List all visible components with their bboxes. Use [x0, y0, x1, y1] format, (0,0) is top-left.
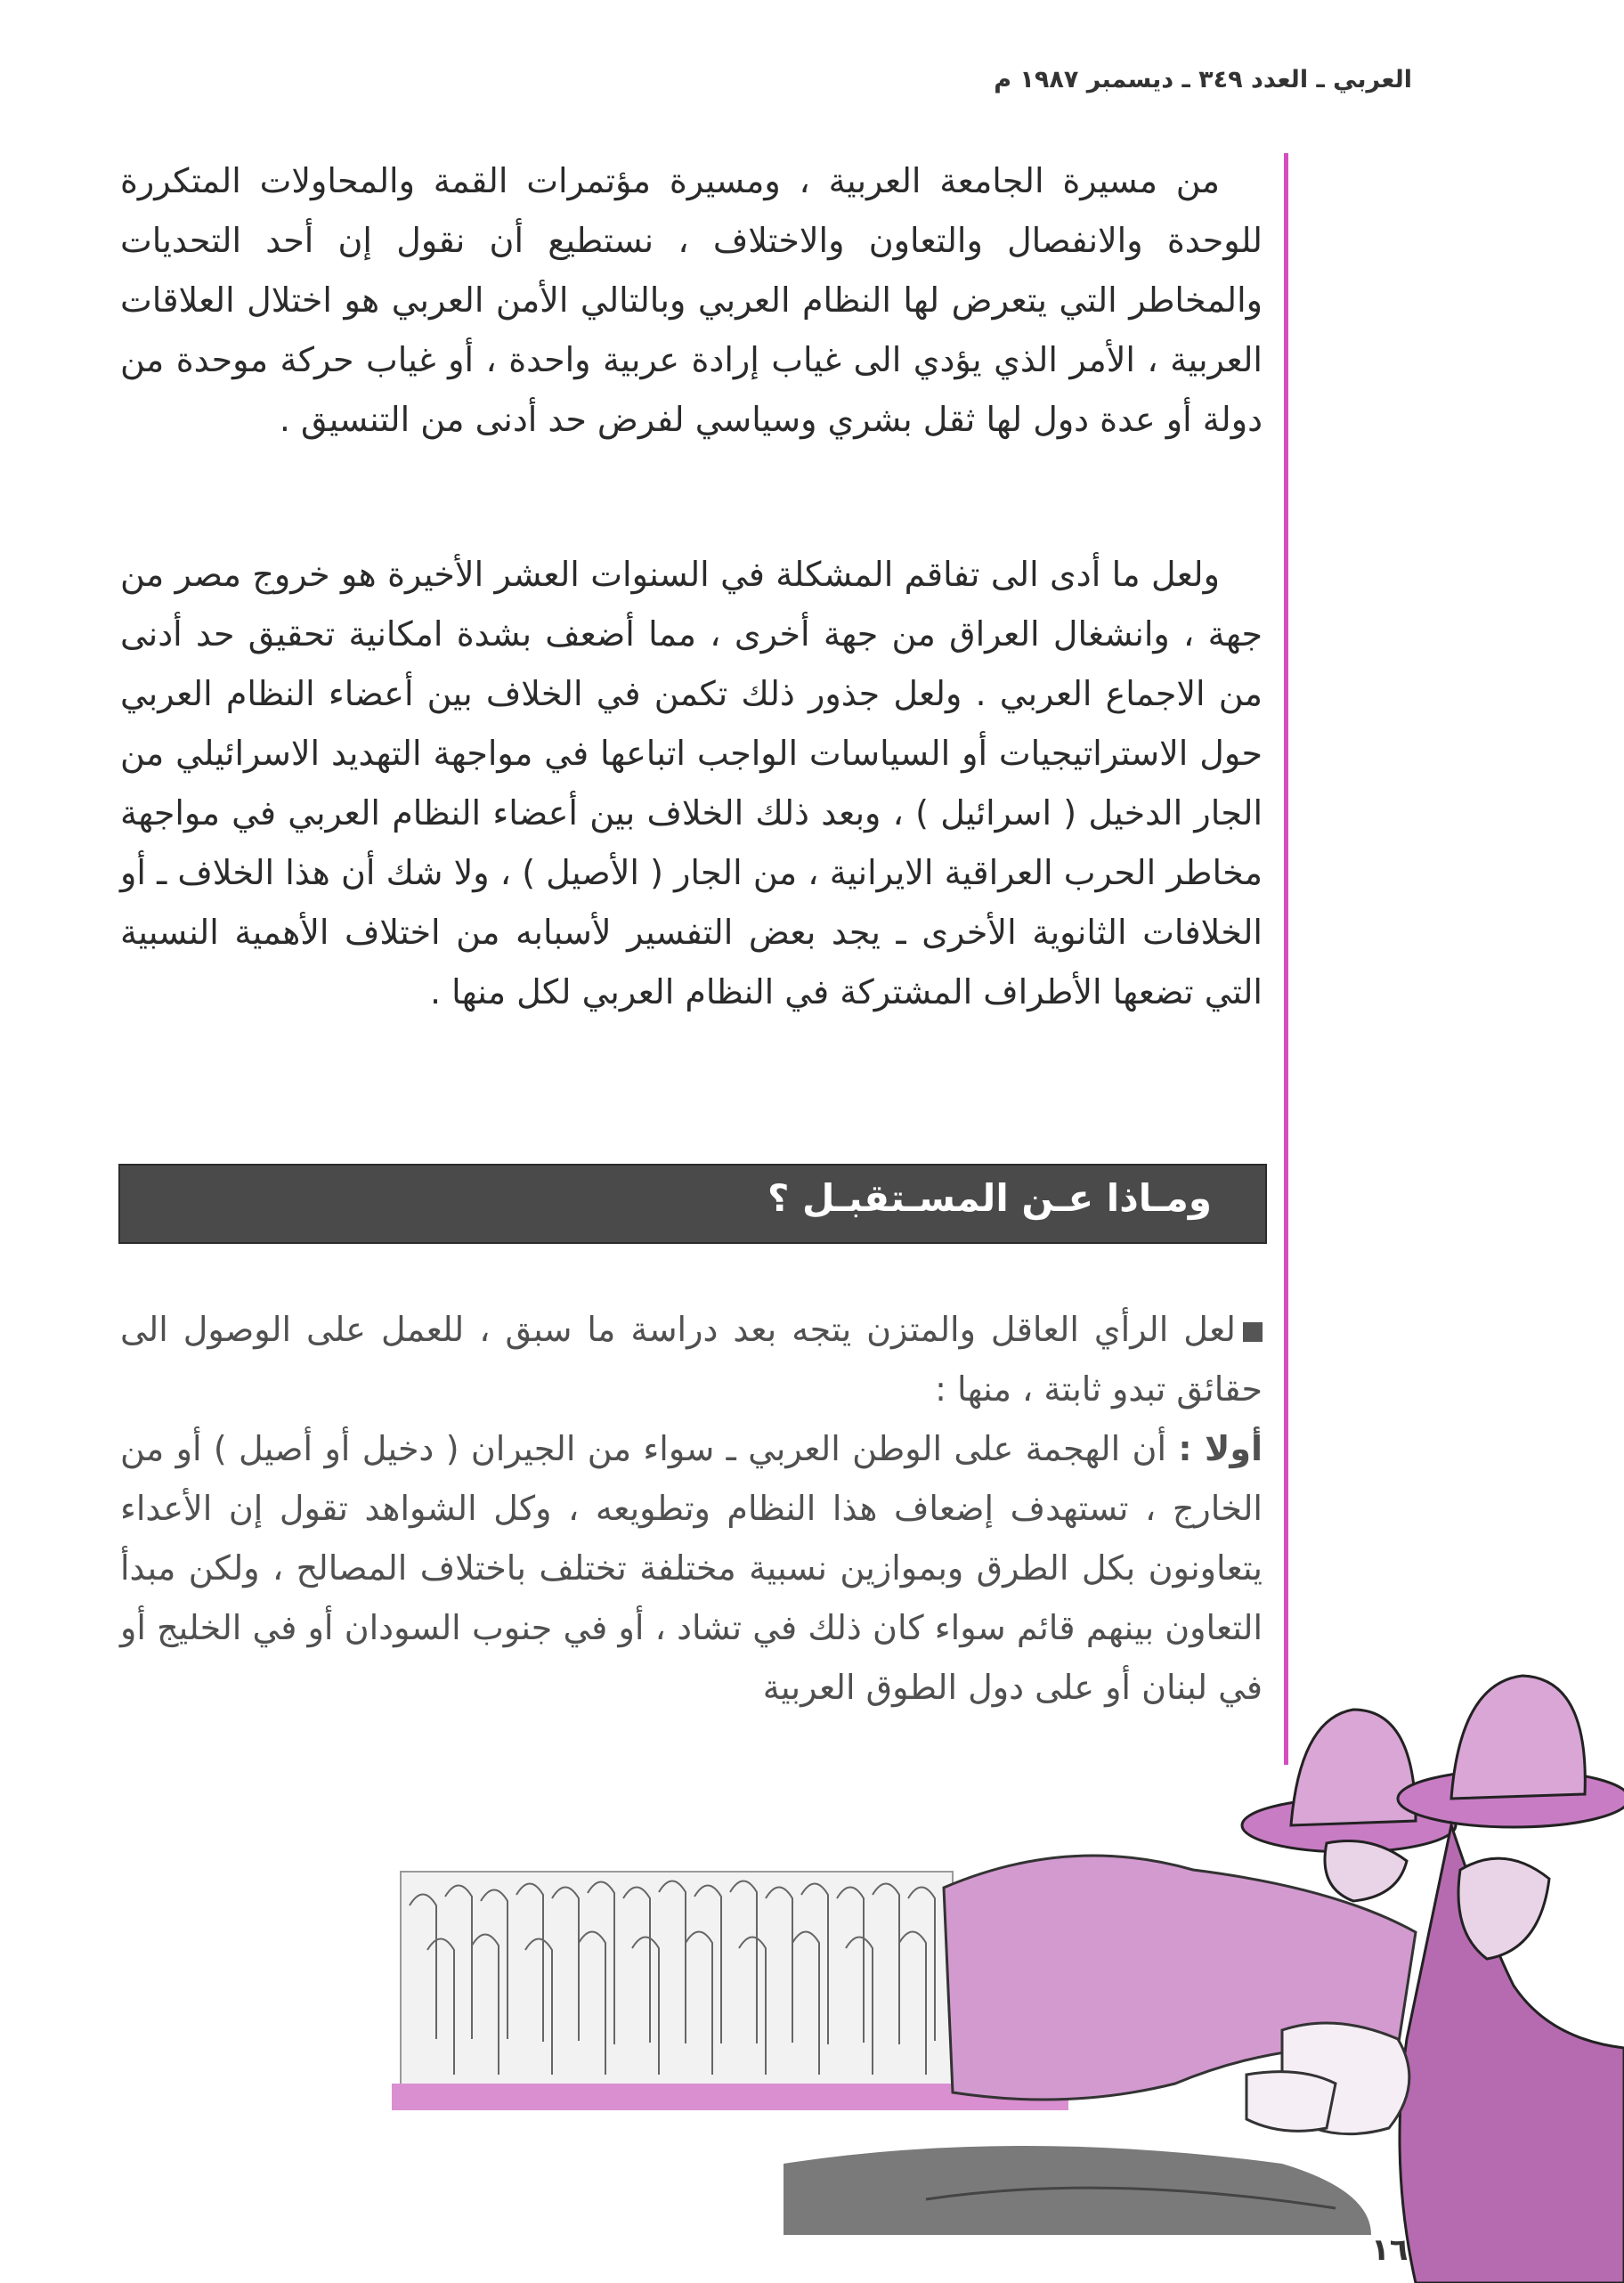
point-body: أن الهجمة على الوطن العربي ـ سواء من الجيران ( دخيل أو أصيل ) أو من الخارج ، تستهدف إضعاف هذا النظام وتطويعه ، وكل الشواهد تقول إن الأعداء يتعاونون بكل الطرق وبموازين نسبية مختلفة تختلف باختلاف المصالح ، ولكن مبدأ التعاون بينهم قائم سواء كان ذلك في تشاد ، أو في جنوب السودان أو في الخليج أو في لبنان أو على دول الطوق العربية	[120, 1429, 1263, 1707]
column-rule	[1284, 153, 1288, 1765]
section-heading-bar	[118, 1164, 1267, 1244]
paragraph-3-intro	[120, 1300, 1263, 1419]
crowd-figures	[401, 1872, 953, 2085]
section-title: ومـاذا عـن المسـتقبـل ؟	[767, 1176, 1212, 1220]
paragraph-2	[120, 545, 1263, 1022]
page-number: ١٦	[1371, 2232, 1409, 2268]
paragraph-3-intro-text: لعل الرأي العاقل والمتزن يتجه بعد دراسة ما سبق ، للعمل على الوصول الى حقائق تبدو ثابتة ، منها :	[120, 1310, 1263, 1409]
paragraph-1-text: من مسيرة الجامعة العربية ، ومسيرة مؤتمرات القمة والمحاولات المتكررة للوحدة والانفصال والتعاون والاختلاف ، نستطيع أن نقول إن أحد التحديات والمخاطر التي يتعرض لها النظام العربي وبالتالي الأمن العربي هو اختلال العلاقات العربية ، الأمر الذي يؤدي الى غياب إرادة عربية واحدة ، أو غياب حركة موحدة من دولة أو عدة دول لها ثقل بشري وسياسي لفرض حد أدنى من التنسيق .	[120, 161, 1263, 439]
paragraph-3	[120, 1300, 1263, 1718]
paragraph-2-text: ولعل ما أدى الى تفاقم المشكلة في السنوات العشر الأخيرة هو خروج مصر من جهة ، وانشغال العراق من جهة أخرى ، مما أضعف بشدة امكانية تحقيق حد أدنى من الاجماع العربي . ولعل جذور ذلك تكمن في الخلاف بين أعضاء النظام العربي حول الاستراتيجيات أو السياسات الواجب اتباعها في مواجهة التهديد الاسرائيلي من الجار الدخيل ( اسرائيل ) ، وبعد ذلك الخلاف بين أعضاء النظام العربي في مواجهة مخاطر الحرب العراقية الايرانية ، من الجار ( الأصيل ) ، ولا شك أن هذا الخلاف ـ أو الخلافات الثانوية الأخرى ـ يجد بعض التفسير لأسبابه من اختلاف الأهمية النسبية التي تضعها الأطراف المشتركة في النظام العربي لكل منها .	[120, 555, 1263, 1012]
ground-shadow	[784, 2146, 1371, 2235]
bullet-square-icon	[1243, 1322, 1263, 1342]
point-lead: أولا :	[1178, 1429, 1263, 1468]
cartoon-illustration	[392, 1665, 1624, 2283]
running-header: العربي ـ العدد ٣٤٩ ـ ديسمبر ١٩٨٧ م	[994, 66, 1412, 93]
paragraph-1	[120, 151, 1263, 450]
